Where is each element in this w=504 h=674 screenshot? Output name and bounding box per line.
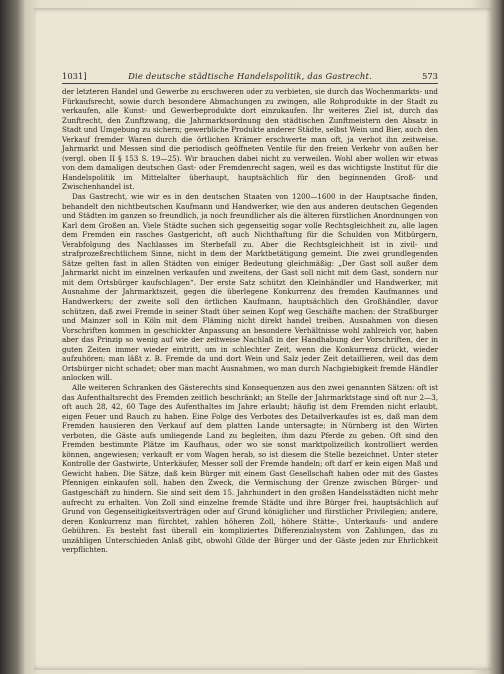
paragraph-3: Alle weiteren Schranken des Gästerechts sind Konsequenzen aus den zwei genannten Sätzen: oft ist das Aufenthaltsrecht des Fremden zeitlich beschränkt; an Stelle der Jahrmarktstage sind oft nur 2—3, oft auch 28, 42, 60 Tage des Aufenthaltes im Jahre erlaubt; häufig ist dem Fremden nicht erlaubt, eigen Feuer und Rauch zu haben. Eine Folge des Verbotes des Detailverkaufes ist es, daß man dem Fremden hausieren den Verkauf auf dem platten Lande untersagte; in Nürnberg ist den Wirten verboten, die Gäste aufs umliegende Land zu begleiten, ihm dazu Pferde zu geben. Oft sind den Fremden bestimmte Plätze im Kaufhaus, oder wo sie sonst marktpolizeilich kontrolliert werden können, angewiesen; verkauft er vom Wagen herab, so ist diesem die Stelle bezeichnet. Unter steter Kontrolle der Gastwirte, Unterkäufer, Messer soll der Fremde handeln; oft darf er kein eigen Maß und Gewicht haben. Die Sätze, daß kein Bürger mit einem Gast Gesellschaft haben oder mit des Gastes Pfennigen einkaufen soll, haben den Zweck, die Vermischung der Grenze zwischen Bürger- und Gastgeschäft zu hindern. Sie sind seit dem 15. Jahrhundert in den großen Handelsstädten nicht mehr aufrecht zu erhalten. Von Zoll sind einzelne fremde Städte und ihre Bürger frei, hauptsächlich auf Grund von Gegenseitigkeitsverträgen oder auf Grund königlicher und fürstlicher Privilegien; andere, deren Konkurrenz man fürchtet, zahlen höheren Zoll, höhere Stätte-, Unterkaufs- und andere Gebühren. Es besteht fast überall ein kompliziertes Differenzialsystem von Zahlungen, das zu unzähligen Unterschieden Anlaß gibt, obwohl Gilde der Bürger und der Gäste jeden zur Ehrlichkeit verpflichten. — [62, 382, 438, 555]
body-text — [62, 87, 438, 555]
header-section-number: 1031] — [62, 71, 87, 81]
paragraph-1: der letzteren Handel und Gewerbe zu erschweren oder zu verbieten, sie durch das Wochenmarkts- und Fürkaufsrecht, sowie durch besondere Abmachungen zu zwingen, alle Rohprodukte in der Stadt zu verkaufen, alle Kunst- und Gewerbeprodukte dort einzukaufen. Ihr weiteres Ziel ist, durch das Zunftrecht, den Zunftzwang, die Jahrmarktsordnung den städtischen Zunftmeistern den Absatz in Stadt und Umgebung zu sichern; gewerbliche Produkte anderer Städte, selbst Wein und Bier, auch den Verkauf fremder Waren durch die örtlichen Krämer erschwerte man oft, ja verbot ihn zeitweise. Jahrmarkt und Messen sind die periodisch geöffneten Ventile für den freien Verkehr von außen her (vergl. oben II § 153 S. 19—25). Wir brauchen dabei nicht zu verweilen. Wohl aber wollen wir etwas von dem damaligen deutschen Gast- oder Fremdenrecht sagen, weil es das wichtigste Institut für die Handelspolitik im Mittelalter überhaupt, hauptsächlich für den beginnenden Groß- und Zwischenhandel ist. — [62, 87, 438, 192]
header-rule — [62, 83, 438, 84]
page-number: 573 — [422, 71, 438, 81]
paragraph-2: Das Gastrecht, wie wir es in den deutschen Staaten von 1200—1600 in der Hauptsache finden, behandelt den nichtbeutschen Kaufmann und Handwerker, wie den aus anderen deutschen Gegenden und Städten im ganzen so freundlich, ja noch freundlicher als die älteren fürstlichen Anordnungen von Karl dem Großen an. Viele Städte suchen sich gegenseitig sogar volle Rechtsgleichheit zu, alle lagen dem Fremden ein rasches Gastgericht, oft auch Nichthaftung für die Schulden von Mitbürgern, Verabfolgung des Nachlasses im Sterbefall zu. Aber die Rechtsgleichheit ist in zivil- und strafprozeßrechtlichem Sinne, nicht in dem der Marktbetätigung gemeint. Die zwei grundlegenden Sätze gelten fast in allen Städten von einiger Bedeutung gleichmäßig: „Der Gast soll außer dem Jahrmarkt nicht im einzelnen verkaufen und zweitens, der Gast soll nicht mit dem Gast, sondern nur mit dem Ortsbürger kaufschlagen“. Der erste Satz schützt den Kleinhändler und Handwerker, mit Ausnahme der Jahrmarktszeit, gegen die überlegene Konkurrenz des fremden Kaufmannes und Handwerkers; der zweite soll den örtlichen Kaufmann, hauptsächlich den Großhändler, davor schützen, daß zwei Fremde in seiner Stadt über seinen Kopf weg Geschäfte machen: der Straßburger und Mainzer soll in Köln mit dem Fläming nicht direkt handel treiben. Ausnahmen von diesen Vorschriften kommen in geschickter Anpassung an besondere Verhältnisse wohl zahlreich vor, haben aber das Prinzip so wenig auf wie der zeitweise Nachlaß in der Handhabung der Vorschriften, der in guten Zeiten immer wieder eintritt, um in schlechter Zeit, wenn die Konkurrenz drückt, wieder aufzuhören; man läßt z. B. Fremde da und dort Wein und Salz jeder Zeit detaillieren, weil das dem Ortsbürger nicht schadet; ober man macht Ausnahmen, wo man durch Nachgiebigkeit fremde Händler anlocken will. — [62, 192, 438, 383]
page-header — [62, 70, 438, 82]
running-title: Die deutsche städtische Handelspolitik, das Gastrecht. — [128, 71, 372, 81]
book-gutter — [0, 0, 24, 674]
